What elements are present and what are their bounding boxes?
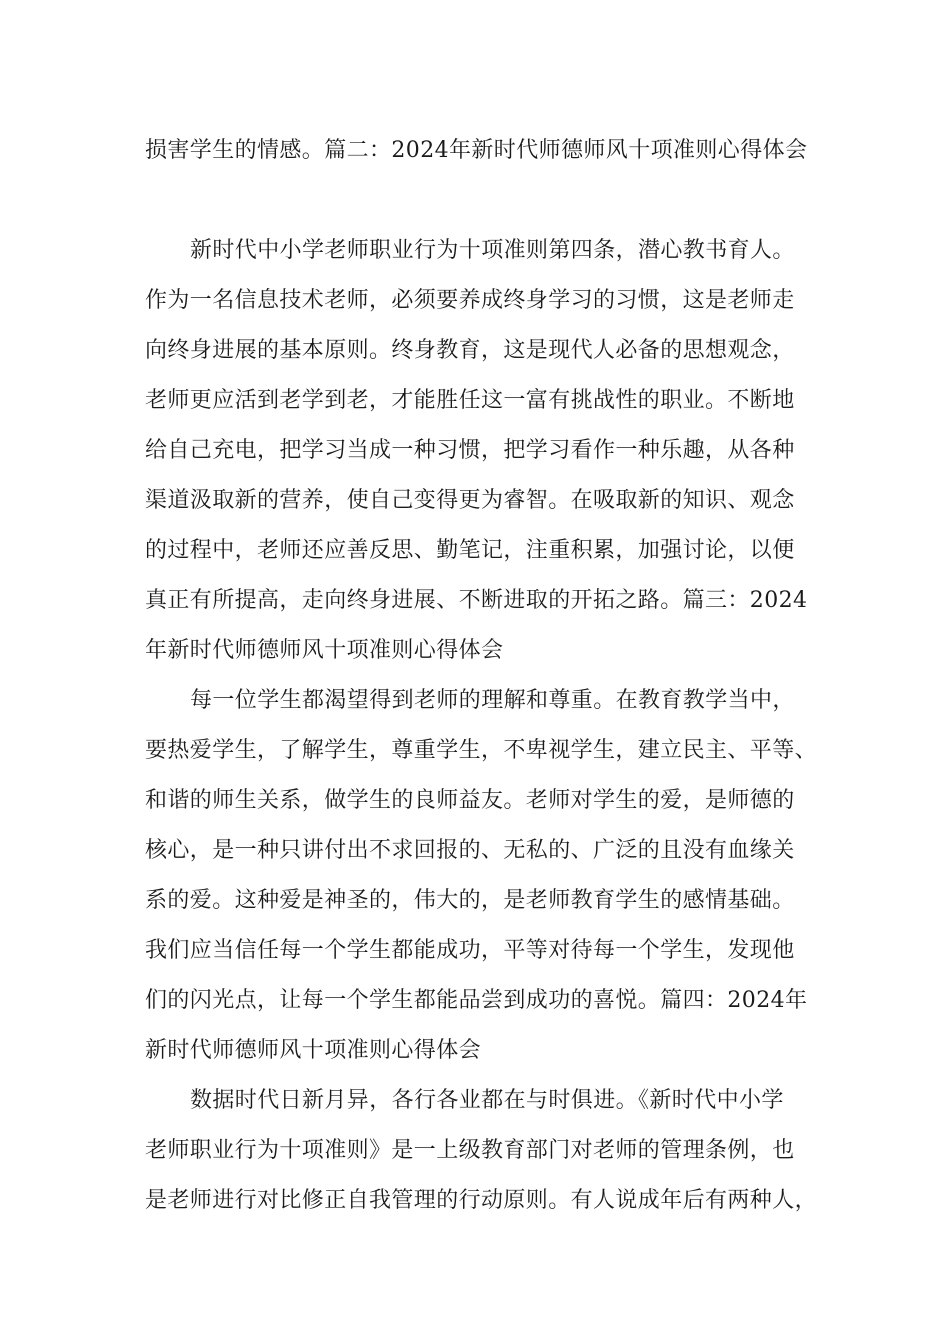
text-line: 新时代师德师风十项准则心得体会 — [145, 1038, 482, 1063]
text-line: 损害学生的情感。篇二：2024年新时代师德师风十项准则心得体会 — [145, 138, 808, 163]
text-line: 核心，是一种只讲付出不求回报的、无私的、广泛的且没有血缘关 — [145, 838, 795, 863]
text-line: 们的闪光点，让每一个学生都能品尝到成功的喜悦。篇四：2024年 — [145, 988, 808, 1013]
paragraph-first-line: 每一位学生都渴望得到老师的理解和尊重。在教育教学当中， — [190, 688, 795, 713]
text-line: 渠道汲取新的营养，使自己变得更为睿智。在吸取新的知识、观念 — [145, 488, 795, 513]
text-line: 向终身进展的基本原则。终身教育，这是现代人必备的思想观念， — [145, 338, 795, 363]
text-line: 老师更应活到老学到老，才能胜任这一富有挑战性的职业。不断地 — [145, 388, 795, 413]
text-line: 作为一名信息技术老师，必须要养成终身学习的习惯，这是老师走 — [145, 288, 795, 313]
text-line: 要热爱学生，了解学生，尊重学生，不卑视学生，建立民主、平等、 — [145, 738, 818, 763]
text-line: 和谐的师生关系，做学生的良师益友。老师对学生的爱，是师德的 — [145, 788, 795, 813]
text-line: 系的爱。这种爱是神圣的，伟大的，是老师教育学生的感情基础。 — [145, 888, 795, 913]
paragraph-first-line: 新时代中小学老师职业行为十项准则第四条，潜心教书育人。 — [190, 238, 795, 263]
text-line: 我们应当信任每一个学生都能成功，平等对待每一个学生，发现他 — [145, 938, 795, 963]
text-line: 的过程中，老师还应善反思、勤笔记，注重积累，加强讨论，以便 — [145, 538, 795, 563]
text-line: 老师职业行为十项准则》是一上级教育部门对老师的管理条例，也 — [145, 1138, 795, 1163]
text-line: 给自己充电，把学习当成一种习惯，把学习看作一种乐趣，从各种 — [145, 438, 795, 463]
text-line: 真正有所提高，走向终身进展、不断进取的开拓之路。篇三：2024 — [145, 588, 808, 613]
paragraph-first-line: 数据时代日新月异，各行各业都在与时俱进。《新时代中小学 — [190, 1088, 784, 1113]
text-line: 是老师进行对比修正自我管理的行动原则。有人说成年后有两种人， — [145, 1188, 818, 1213]
text-line: 年新时代师德师风十项准则心得体会 — [145, 638, 504, 663]
